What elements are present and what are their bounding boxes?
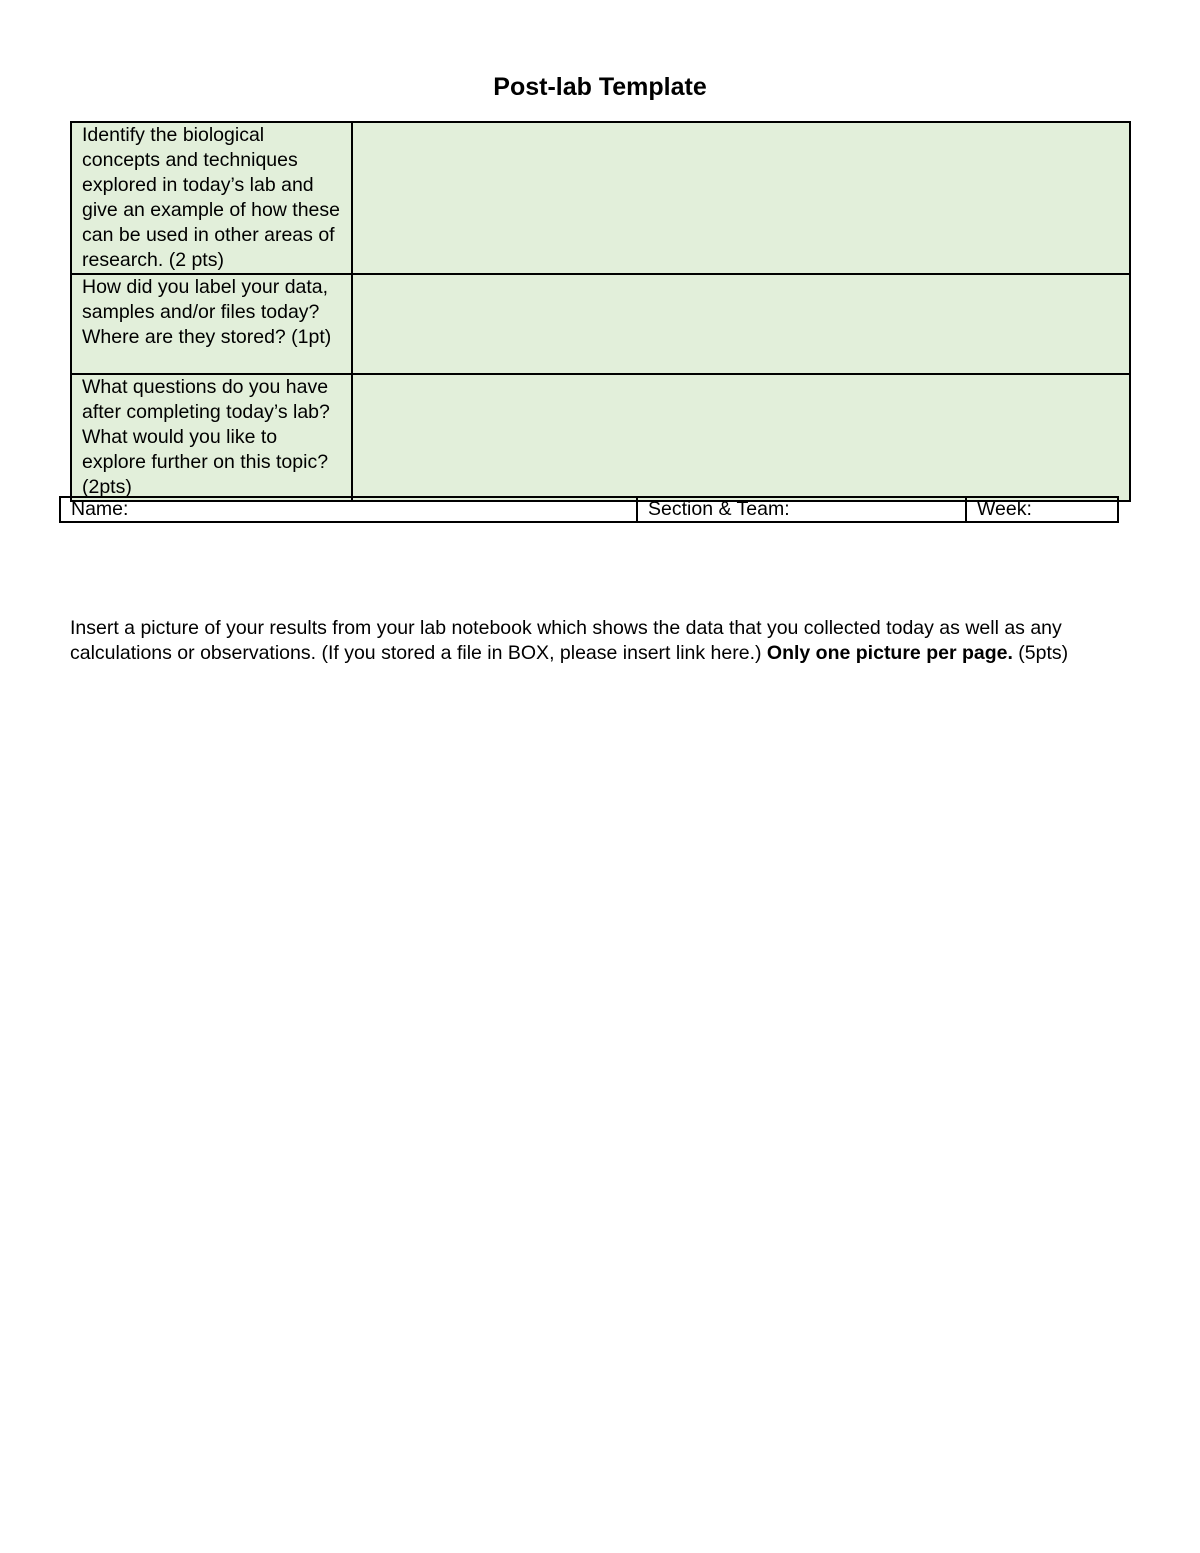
question-table	[70, 121, 1131, 502]
info-row	[60, 497, 1118, 522]
question-prompt: Identify the biological concepts and techniques explored in today’s lab and give an example of how these can be used in other areas of research. (2 pts)	[71, 122, 352, 274]
week-field[interactable]: Week:	[966, 497, 1118, 522]
question-row	[71, 122, 1130, 274]
question-row	[71, 274, 1130, 374]
info-table	[59, 496, 1119, 523]
section-team-field[interactable]: Section & Team:	[637, 497, 966, 522]
instructions-text: Insert a picture of your results from your lab notebook which shows the data that you collected today as well as any calculations or observations. (If you stored a file in BOX, please insert link here.)	[70, 617, 1062, 664]
question-prompt: What questions do you have after completing today’s lab? What would you like to explore further on this topic? (2pts)	[71, 374, 352, 501]
question-prompt: How did you label your data, samples and/or files today? Where are they stored? (1pt)	[71, 274, 352, 374]
instructions-emphasis: Only one picture per page.	[766, 642, 1013, 664]
page-title: Post-lab Template	[493, 73, 707, 101]
question-row	[71, 374, 1130, 501]
picture-instructions	[70, 616, 1135, 666]
instructions-points: (5pts)	[1012, 642, 1069, 664]
answer-field[interactable]	[352, 122, 1130, 274]
answer-field[interactable]	[352, 274, 1130, 374]
answer-field[interactable]	[352, 374, 1130, 501]
name-field[interactable]: Name:	[60, 497, 637, 522]
